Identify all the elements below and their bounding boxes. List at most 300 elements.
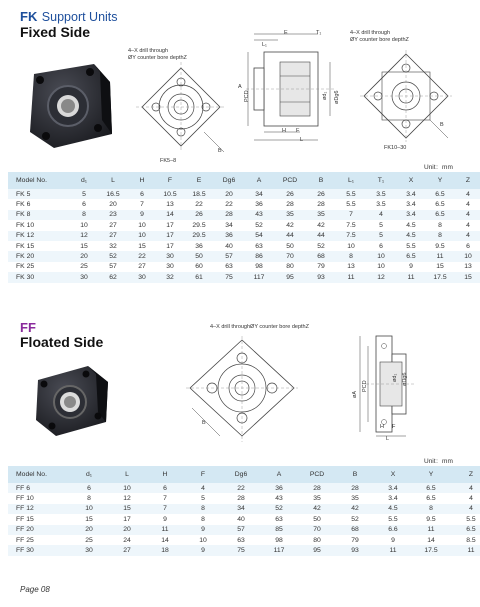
fk-table-cell: 7 <box>128 199 156 209</box>
table-row <box>8 525 480 535</box>
fk-table-cell: 68 <box>306 251 336 261</box>
fk-header-cell: PCD <box>274 172 306 189</box>
fk-header-cell: L <box>98 172 128 189</box>
ff-table-cell: FF 25 <box>8 535 70 545</box>
fk-table-cell: 3.5 <box>366 199 396 209</box>
fk-table-cell: 10 <box>128 231 156 241</box>
fk-table-cell: 30 <box>156 262 184 272</box>
fk-table-cell: 10.5 <box>156 189 184 199</box>
fk-header-cell: Dg6 <box>214 172 244 189</box>
fk-table-cell: 70 <box>274 251 306 261</box>
fk-table-cell: 17 <box>156 220 184 230</box>
fk-table-cell: 10 <box>366 251 396 261</box>
fk-table-cell: 5 <box>366 220 396 230</box>
fk-table-cell: 12 <box>70 231 98 241</box>
ff-table-cell: 9 <box>184 545 222 555</box>
fk-header-cell: X <box>396 172 426 189</box>
fk-small-drawing <box>136 62 226 162</box>
fk-dim-dg6: øDg6 <box>334 90 340 104</box>
ff-table-cell: 9 <box>374 535 412 545</box>
fk-table-cell: 11 <box>396 272 426 282</box>
fk-table <box>8 172 480 283</box>
fk-large-dim-b: B <box>440 122 444 128</box>
fk-table-cell: 52 <box>306 241 336 251</box>
ff-product-photo <box>32 364 112 438</box>
fk-drill-note-line1: 4–X drill through <box>128 48 169 54</box>
ff-table-cell: FF 12 <box>8 504 70 514</box>
fk-table-cell: 9 <box>396 262 426 272</box>
ff-table-cell: 43 <box>260 493 298 503</box>
fk-table-cell: 36 <box>184 241 214 251</box>
fk-code: FK <box>20 9 38 24</box>
fk-table-cell: 6 <box>366 241 396 251</box>
fk-table-cell: 35 <box>306 210 336 220</box>
ff-header-cell: L <box>108 466 146 483</box>
fk-table-cell: 34 <box>244 189 274 199</box>
ff-dim-a: øA <box>352 390 358 398</box>
fk-table-cell: 22 <box>214 199 244 209</box>
fk-table-cell: 26 <box>184 210 214 220</box>
fk-table-cell: FK 25 <box>8 262 70 272</box>
ff-table-cell: 10 <box>108 483 146 493</box>
ff-table-cell: 6 <box>70 483 108 493</box>
fk-table-cell: 62 <box>98 272 128 282</box>
fk-header-row <box>8 172 480 189</box>
ff-table-cell: 8 <box>70 493 108 503</box>
ff-table-cell: 18 <box>146 545 184 555</box>
ff-code: FF <box>20 320 36 335</box>
table-row <box>8 251 480 261</box>
ff-table-cell: 36 <box>260 483 298 493</box>
fk-table-cell: FK 30 <box>8 272 70 282</box>
fk-table-cell: 63 <box>244 241 274 251</box>
fk-label-small: FK5–8 <box>160 158 177 164</box>
table-row <box>8 493 480 503</box>
fk-table-cell: FK 6 <box>8 199 70 209</box>
fk-table-cell: 30 <box>128 272 156 282</box>
fk-table-cell: 29.5 <box>184 231 214 241</box>
ff-table-cell: 35 <box>298 493 336 503</box>
fk-dim-h: H <box>282 128 286 134</box>
fk-table-cell: 42 <box>274 220 306 230</box>
ff-table-cell: 8 <box>412 504 450 514</box>
fk-table-cell: 9 <box>128 210 156 220</box>
ff-table-cell: 52 <box>260 504 298 514</box>
fk-table-cell: 20 <box>214 189 244 199</box>
fk-table-cell: FK 10 <box>8 220 70 230</box>
ff-table-cell: 5.5 <box>374 514 412 524</box>
fk-table-cell: 32 <box>98 241 128 251</box>
ff-table-cell: 15 <box>70 514 108 524</box>
ff-table-cell: 28 <box>222 493 260 503</box>
fk-table-cell: 5.5 <box>336 199 366 209</box>
fk-table-cell: 4 <box>454 189 480 199</box>
fk-table-cell: 30 <box>70 272 98 282</box>
ff-table-cell: 10 <box>70 504 108 514</box>
fk-table-cell: 52 <box>244 220 274 230</box>
fk-unit: Unit：mm <box>424 164 453 171</box>
fk-header-cell: Y <box>426 172 454 189</box>
fk-table-cell: 7 <box>336 210 366 220</box>
ff-table-cell: 6.5 <box>450 525 480 535</box>
ff-table-cell: 11 <box>450 545 480 555</box>
ff-table-cell: 79 <box>336 535 374 545</box>
fk-table-cell: 4 <box>454 210 480 220</box>
ff-table-cell: FF 6 <box>8 483 70 493</box>
fk-table-cell: 4 <box>454 199 480 209</box>
fk-table-cell: 5 <box>366 231 396 241</box>
table-row <box>8 262 480 272</box>
ff-spec-table <box>8 466 476 556</box>
fk-table-cell: FK 20 <box>8 251 70 261</box>
fk-subtitle: Support Units <box>41 10 118 24</box>
ff-dim-l: L <box>386 436 390 442</box>
fk-table-cell: 93 <box>306 272 336 282</box>
ff-table-cell: 6 <box>146 483 184 493</box>
fk-table-cell: 14 <box>156 210 184 220</box>
fk-table-cell: 50 <box>184 251 214 261</box>
fk-table-cell: 36 <box>214 231 244 241</box>
table-row <box>8 231 480 241</box>
ff-table-cell: FF 10 <box>8 493 70 503</box>
ff-dim-dg6: øDg6 <box>402 372 408 386</box>
fk-table-cell: 7.5 <box>336 220 366 230</box>
ff-side-title: Floated Side <box>20 334 104 350</box>
fk-table-cell: 4 <box>454 231 480 241</box>
fk-table-cell: 8 <box>70 210 98 220</box>
fk-dim-pcd: PCD <box>244 90 250 102</box>
fk-table-cell: 8 <box>426 220 454 230</box>
ff-table-cell: 80 <box>298 535 336 545</box>
fk-table-cell: 15 <box>454 272 480 282</box>
ff-header-cell: B <box>336 466 374 483</box>
fk-table-cell: 27 <box>98 231 128 241</box>
ff-table-cell: 42 <box>298 504 336 514</box>
fk-header-cell: A <box>244 172 274 189</box>
ff-header-cell: Dg6 <box>222 466 260 483</box>
fk-dim-e: E <box>284 30 288 36</box>
fk-table-cell: 32 <box>156 272 184 282</box>
ff-table-cell: 9.5 <box>412 514 450 524</box>
fk-table-cell: 29.5 <box>184 220 214 230</box>
fk-table-cell: 10 <box>454 251 480 261</box>
fk-table-cell: 11 <box>336 272 366 282</box>
ff-table-cell: 27 <box>108 545 146 555</box>
ff-header-cell: H <box>146 466 184 483</box>
fk-table-cell: 3.5 <box>366 189 396 199</box>
ff-table-cell: 24 <box>108 535 146 545</box>
fk-table-cell: 79 <box>306 262 336 272</box>
ff-dim-d1: ød₁ <box>392 373 398 382</box>
fk-table-cell: 22 <box>128 251 156 261</box>
ff-table-cell: 22 <box>222 483 260 493</box>
fk-table-cell: 27 <box>98 220 128 230</box>
fk-table-cell: 16.5 <box>98 189 128 199</box>
ff-table-cell: 50 <box>298 514 336 524</box>
ff-header-cell: Z <box>450 466 480 483</box>
table-row <box>8 535 480 545</box>
fk-header-cell: L₁ <box>336 172 366 189</box>
fk-table-cell: 80 <box>274 262 306 272</box>
fk-dim-l1: L₁ <box>262 42 267 48</box>
fk-table-cell: 36 <box>244 199 274 209</box>
ff-table-cell: 40 <box>222 514 260 524</box>
fk-table-cell: 13 <box>336 262 366 272</box>
ff-header-cell: F <box>184 466 222 483</box>
fk-table-cell: 26 <box>274 189 306 199</box>
fk-drill-note-right-line2: ØY counter bore depthZ <box>350 36 409 43</box>
ff-table-cell: 93 <box>336 545 374 555</box>
ff-unit: Unit：mm <box>424 458 453 465</box>
fk-table-cell: 57 <box>98 262 128 272</box>
fk-spec-table <box>8 172 472 283</box>
fk-large-drawing <box>360 50 452 146</box>
ff-table-cell: 8 <box>184 514 222 524</box>
fk-table-cell: 30 <box>156 251 184 261</box>
ff-table-cell: 14 <box>146 535 184 545</box>
ff-table-cell: 5.5 <box>450 514 480 524</box>
fk-drill-note <box>128 48 187 61</box>
ff-table-cell: 57 <box>222 525 260 535</box>
fk-table-cell: 7.5 <box>336 231 366 241</box>
ff-table-cell: 11 <box>412 525 450 535</box>
fk-table-cell: 6.5 <box>426 189 454 199</box>
fk-table-cell: 12 <box>366 272 396 282</box>
fk-table-cell: 26 <box>306 189 336 199</box>
ff-table-cell: 3.4 <box>374 483 412 493</box>
ff-table-cell: FF 30 <box>8 545 70 555</box>
ff-table-cell: 3.4 <box>374 493 412 503</box>
fk-table-cell: 40 <box>214 241 244 251</box>
fk-table-cell: 75 <box>214 272 244 282</box>
fk-dim-d1: ød₁ <box>322 91 328 100</box>
ff-front-dim-b: B <box>202 420 206 426</box>
fk-table-cell: 34 <box>214 220 244 230</box>
fk-header-cell: Z <box>454 172 480 189</box>
fk-table-cell: FK 15 <box>8 241 70 251</box>
table-row <box>8 514 480 524</box>
fk-table-cell: FK 5 <box>8 189 70 199</box>
ff-table-cell: 4 <box>450 493 480 503</box>
fk-table-cell: 15 <box>426 262 454 272</box>
fk-table-cell: 9.5 <box>426 241 454 251</box>
ff-table-cell: 11 <box>374 545 412 555</box>
fk-header-cell: T₁ <box>366 172 396 189</box>
ff-front-drawing <box>186 336 298 444</box>
ff-table-cell: 28 <box>298 483 336 493</box>
ff-table-cell: 4 <box>450 483 480 493</box>
fk-table-cell: 4.5 <box>396 220 426 230</box>
fk-table-cell: 18.5 <box>184 189 214 199</box>
fk-table-cell: 117 <box>244 272 274 282</box>
ff-table-cell: 9 <box>146 514 184 524</box>
fk-table-cell: 10 <box>70 220 98 230</box>
ff-table-cell: 10 <box>184 535 222 545</box>
fk-table-cell: 28 <box>274 199 306 209</box>
fk-table-cell: 3.4 <box>396 189 426 199</box>
fk-table-cell: 23 <box>98 210 128 220</box>
fk-table-cell: 43 <box>244 210 274 220</box>
fk-table-cell: 8 <box>336 251 366 261</box>
fk-table-cell: 28 <box>214 210 244 220</box>
ff-table-cell: 68 <box>336 525 374 535</box>
ff-table-cell: 17.5 <box>412 545 450 555</box>
fk-small-dim-b: B <box>218 148 222 154</box>
fk-table-cell: 3.4 <box>396 210 426 220</box>
ff-table-cell: 30 <box>70 545 108 555</box>
ff-table-cell: 6.6 <box>374 525 412 535</box>
fk-table-cell: 10 <box>366 262 396 272</box>
ff-table-cell: 7 <box>146 504 184 514</box>
fk-table-cell: 17 <box>156 241 184 251</box>
ff-table-cell: 9 <box>184 525 222 535</box>
fk-table-cell: 25 <box>70 262 98 272</box>
fk-table-cell: FK 8 <box>8 210 70 220</box>
fk-header-cell: H <box>128 172 156 189</box>
fk-table-cell: 5 <box>70 189 98 199</box>
ff-table-cell: 63 <box>222 535 260 545</box>
fk-drill-note-right <box>350 30 409 43</box>
fk-dim-t1: T₁ <box>316 30 322 36</box>
fk-table-cell: 44 <box>306 231 336 241</box>
fk-table-cell: 4 <box>366 210 396 220</box>
ff-header-cell: d₁ <box>70 466 108 483</box>
ff-table-cell: 117 <box>260 545 298 555</box>
ff-table-cell: 28 <box>336 483 374 493</box>
fk-table-cell: 27 <box>128 262 156 272</box>
ff-table-cell: FF 15 <box>8 514 70 524</box>
ff-dim-f: F <box>392 424 396 430</box>
fk-table-cell: 10 <box>128 220 156 230</box>
table-row <box>8 241 480 251</box>
fk-table-cell: 86 <box>244 251 274 261</box>
fk-header-cell: d₁ <box>70 172 98 189</box>
ff-table-cell: FF 20 <box>8 525 70 535</box>
fk-table-cell: 63 <box>214 262 244 272</box>
fk-table-cell: 57 <box>214 251 244 261</box>
ff-dim-h: H <box>380 424 384 430</box>
ff-table-cell: 75 <box>222 545 260 555</box>
fk-table-cell: 60 <box>184 262 214 272</box>
fk-dim-l: L <box>300 137 304 143</box>
ff-table-cell: 6.5 <box>412 493 450 503</box>
ff-table-cell: 70 <box>298 525 336 535</box>
fk-table-cell: 50 <box>274 241 306 251</box>
fk-table-cell: 22 <box>184 199 214 209</box>
fk-table-cell: 61 <box>184 272 214 282</box>
fk-table-cell: 35 <box>274 210 306 220</box>
ff-table-cell: 5 <box>184 493 222 503</box>
fk-table-cell: 4.5 <box>396 231 426 241</box>
ff-table-cell: 42 <box>336 504 374 514</box>
fk-table-cell: 8 <box>426 231 454 241</box>
ff-table-cell: 17 <box>108 514 146 524</box>
fk-table-cell: 3.4 <box>396 199 426 209</box>
fk-table-cell: 6.5 <box>396 251 426 261</box>
fk-table-cell: 6.5 <box>426 210 454 220</box>
fk-table-cell: 6 <box>70 199 98 209</box>
fk-table-cell: 5.5 <box>396 241 426 251</box>
table-row <box>8 220 480 230</box>
ff-table <box>8 466 480 556</box>
fk-table-cell: 6 <box>128 189 156 199</box>
ff-table-cell: 20 <box>70 525 108 535</box>
page-number: Page 08 <box>20 585 50 594</box>
ff-table-cell: 95 <box>298 545 336 555</box>
fk-table-cell: 17.5 <box>426 272 454 282</box>
ff-header-cell: A <box>260 466 298 483</box>
ff-drill-note: 4–X drill throughØY counter bore depthZ <box>210 324 309 330</box>
fk-header-cell: E <box>184 172 214 189</box>
ff-table-cell: 8 <box>184 504 222 514</box>
ff-table-cell: 52 <box>336 514 374 524</box>
ff-table-cell: 15 <box>108 504 146 514</box>
fk-header-cell: Model No. <box>8 172 70 189</box>
ff-table-cell: 8.5 <box>450 535 480 545</box>
fk-table-cell: 98 <box>244 262 274 272</box>
ff-header-row <box>8 466 480 483</box>
fk-table-cell: 13 <box>454 262 480 272</box>
ff-table-cell: 14 <box>412 535 450 545</box>
fk-header-cell: B <box>306 172 336 189</box>
fk-table-cell: 10 <box>336 241 366 251</box>
fk-table-cell: FK 12 <box>8 231 70 241</box>
fk-drill-note-line2: ØY counter bore depthZ <box>128 54 187 61</box>
ff-table-cell: 6.5 <box>412 483 450 493</box>
fk-dim-f: F <box>296 128 300 134</box>
ff-header-cell: Model No. <box>8 466 70 483</box>
ff-table-cell: 7 <box>146 493 184 503</box>
fk-table-cell: 95 <box>274 272 306 282</box>
ff-table-cell: 98 <box>260 535 298 545</box>
fk-table-cell: 5.5 <box>336 189 366 199</box>
ff-table-cell: 85 <box>260 525 298 535</box>
ff-table-cell: 4.5 <box>374 504 412 514</box>
table-row <box>8 545 480 555</box>
fk-header-cell: F <box>156 172 184 189</box>
fk-table-cell: 15 <box>70 241 98 251</box>
ff-table-cell: 20 <box>108 525 146 535</box>
ff-table-cell: 25 <box>70 535 108 545</box>
ff-header-cell: PCD <box>298 466 336 483</box>
fk-table-cell: 13 <box>156 199 184 209</box>
ff-table-cell: 12 <box>108 493 146 503</box>
table-row <box>8 189 480 199</box>
ff-header-cell: X <box>374 466 412 483</box>
fk-table-cell: 6.5 <box>426 199 454 209</box>
fk-table-cell: 52 <box>98 251 128 261</box>
table-row <box>8 504 480 514</box>
table-row <box>8 483 480 493</box>
ff-table-cell: 4 <box>184 483 222 493</box>
fk-table-cell: 20 <box>70 251 98 261</box>
ff-table-cell: 11 <box>146 525 184 535</box>
ff-table-cell: 4 <box>450 504 480 514</box>
fk-table-cell: 17 <box>156 231 184 241</box>
fk-table-cell: 28 <box>306 199 336 209</box>
fk-side-title: Fixed Side <box>20 24 91 40</box>
table-row <box>8 199 480 209</box>
fk-table-cell: 6 <box>454 241 480 251</box>
fk-table-cell: 42 <box>306 220 336 230</box>
fk-table-cell: 11 <box>426 251 454 261</box>
table-row <box>8 210 480 220</box>
ff-table-cell: 35 <box>336 493 374 503</box>
ff-dim-pcd: PCD <box>362 380 368 392</box>
table-row <box>8 272 480 282</box>
ff-table-cell: 63 <box>260 514 298 524</box>
fk-drill-note-right-line1: 4–X drill through <box>350 30 391 36</box>
